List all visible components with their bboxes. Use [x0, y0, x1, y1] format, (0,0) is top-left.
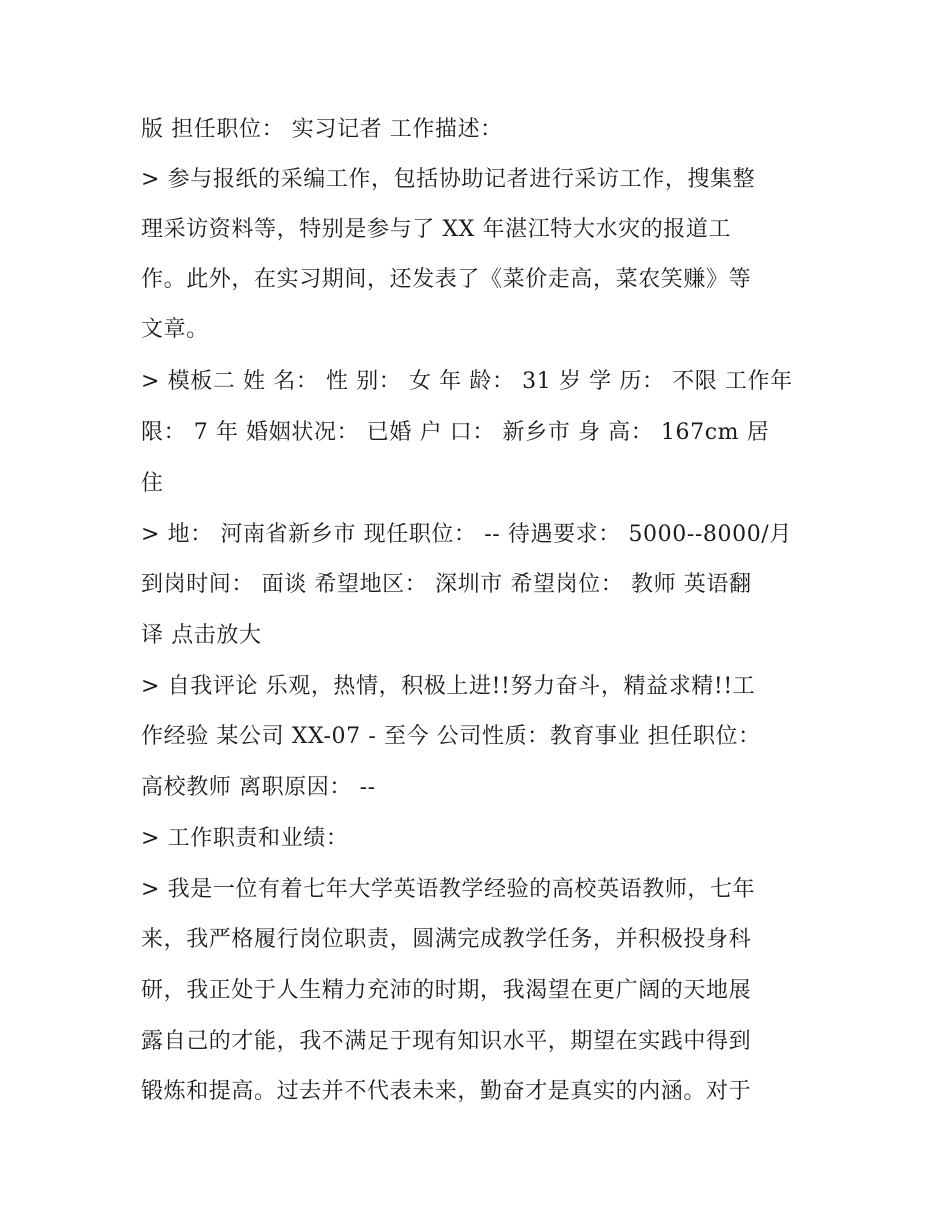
- text-line: 高校教师 离职原因： --: [141, 775, 376, 800]
- text-line: > 地： 河南省新乡市 现任职位： -- 待遇要求： 5000--8000/月: [141, 522, 792, 547]
- text-line: 露自己的才能，我不满足于现有知识水平，期望在实践中得到: [141, 1029, 752, 1054]
- text-line: 文章。: [141, 317, 209, 342]
- text-line: > 模板二 姓 名： 性 别： 女 年 龄： 31 岁 学 历： 不限 工作年: [141, 369, 793, 394]
- text-line: 到岗时间： 面谈 希望地区： 深圳市 希望岗位： 教师 英语翻: [141, 572, 752, 597]
- text-line: > 参与报纸的采编工作，包括协助记者进行采访工作，搜集整: [141, 167, 756, 192]
- text-line: 锻炼和提高。过去并不代表未来，勤奋才是真实的内涵。对于: [141, 1079, 752, 1104]
- text-line: 来，我严格履行岗位职责，圆满完成教学任务，并积极投身科: [141, 927, 752, 952]
- text-line: > 自我评论 乐观，热情，积极上进!!努力奋斗，精益求精!!工: [141, 674, 756, 699]
- text-line: 研，我正处于人生精力充沛的时期，我渴望在更广阔的天地展: [141, 978, 752, 1003]
- text-line: 作经验 某公司 XX-07 - 至今 公司性质：教育事业 担任职位：: [141, 724, 761, 749]
- text-line: 译 点击放大: [141, 623, 262, 648]
- text-line: 版 担任职位： 实习记者 工作描述：: [141, 117, 503, 142]
- text-line: 限： 7 年 婚姻状况： 已婚 户 口： 新乡市 身 高： 167cm 居: [141, 420, 770, 445]
- text-line: 理采访资料等，特别是参与了 XX 年湛江特大水灾的报道工: [141, 217, 732, 242]
- text-line: > 工作职责和业绩：: [141, 826, 349, 851]
- text-line: 作。此外，在实习期间，还发表了《菜价走高，菜农笑赚》等: [141, 267, 752, 292]
- text-line: 住: [141, 471, 164, 496]
- text-line: > 我是一位有着七年大学英语教学经验的高校英语教师，七年: [141, 877, 756, 902]
